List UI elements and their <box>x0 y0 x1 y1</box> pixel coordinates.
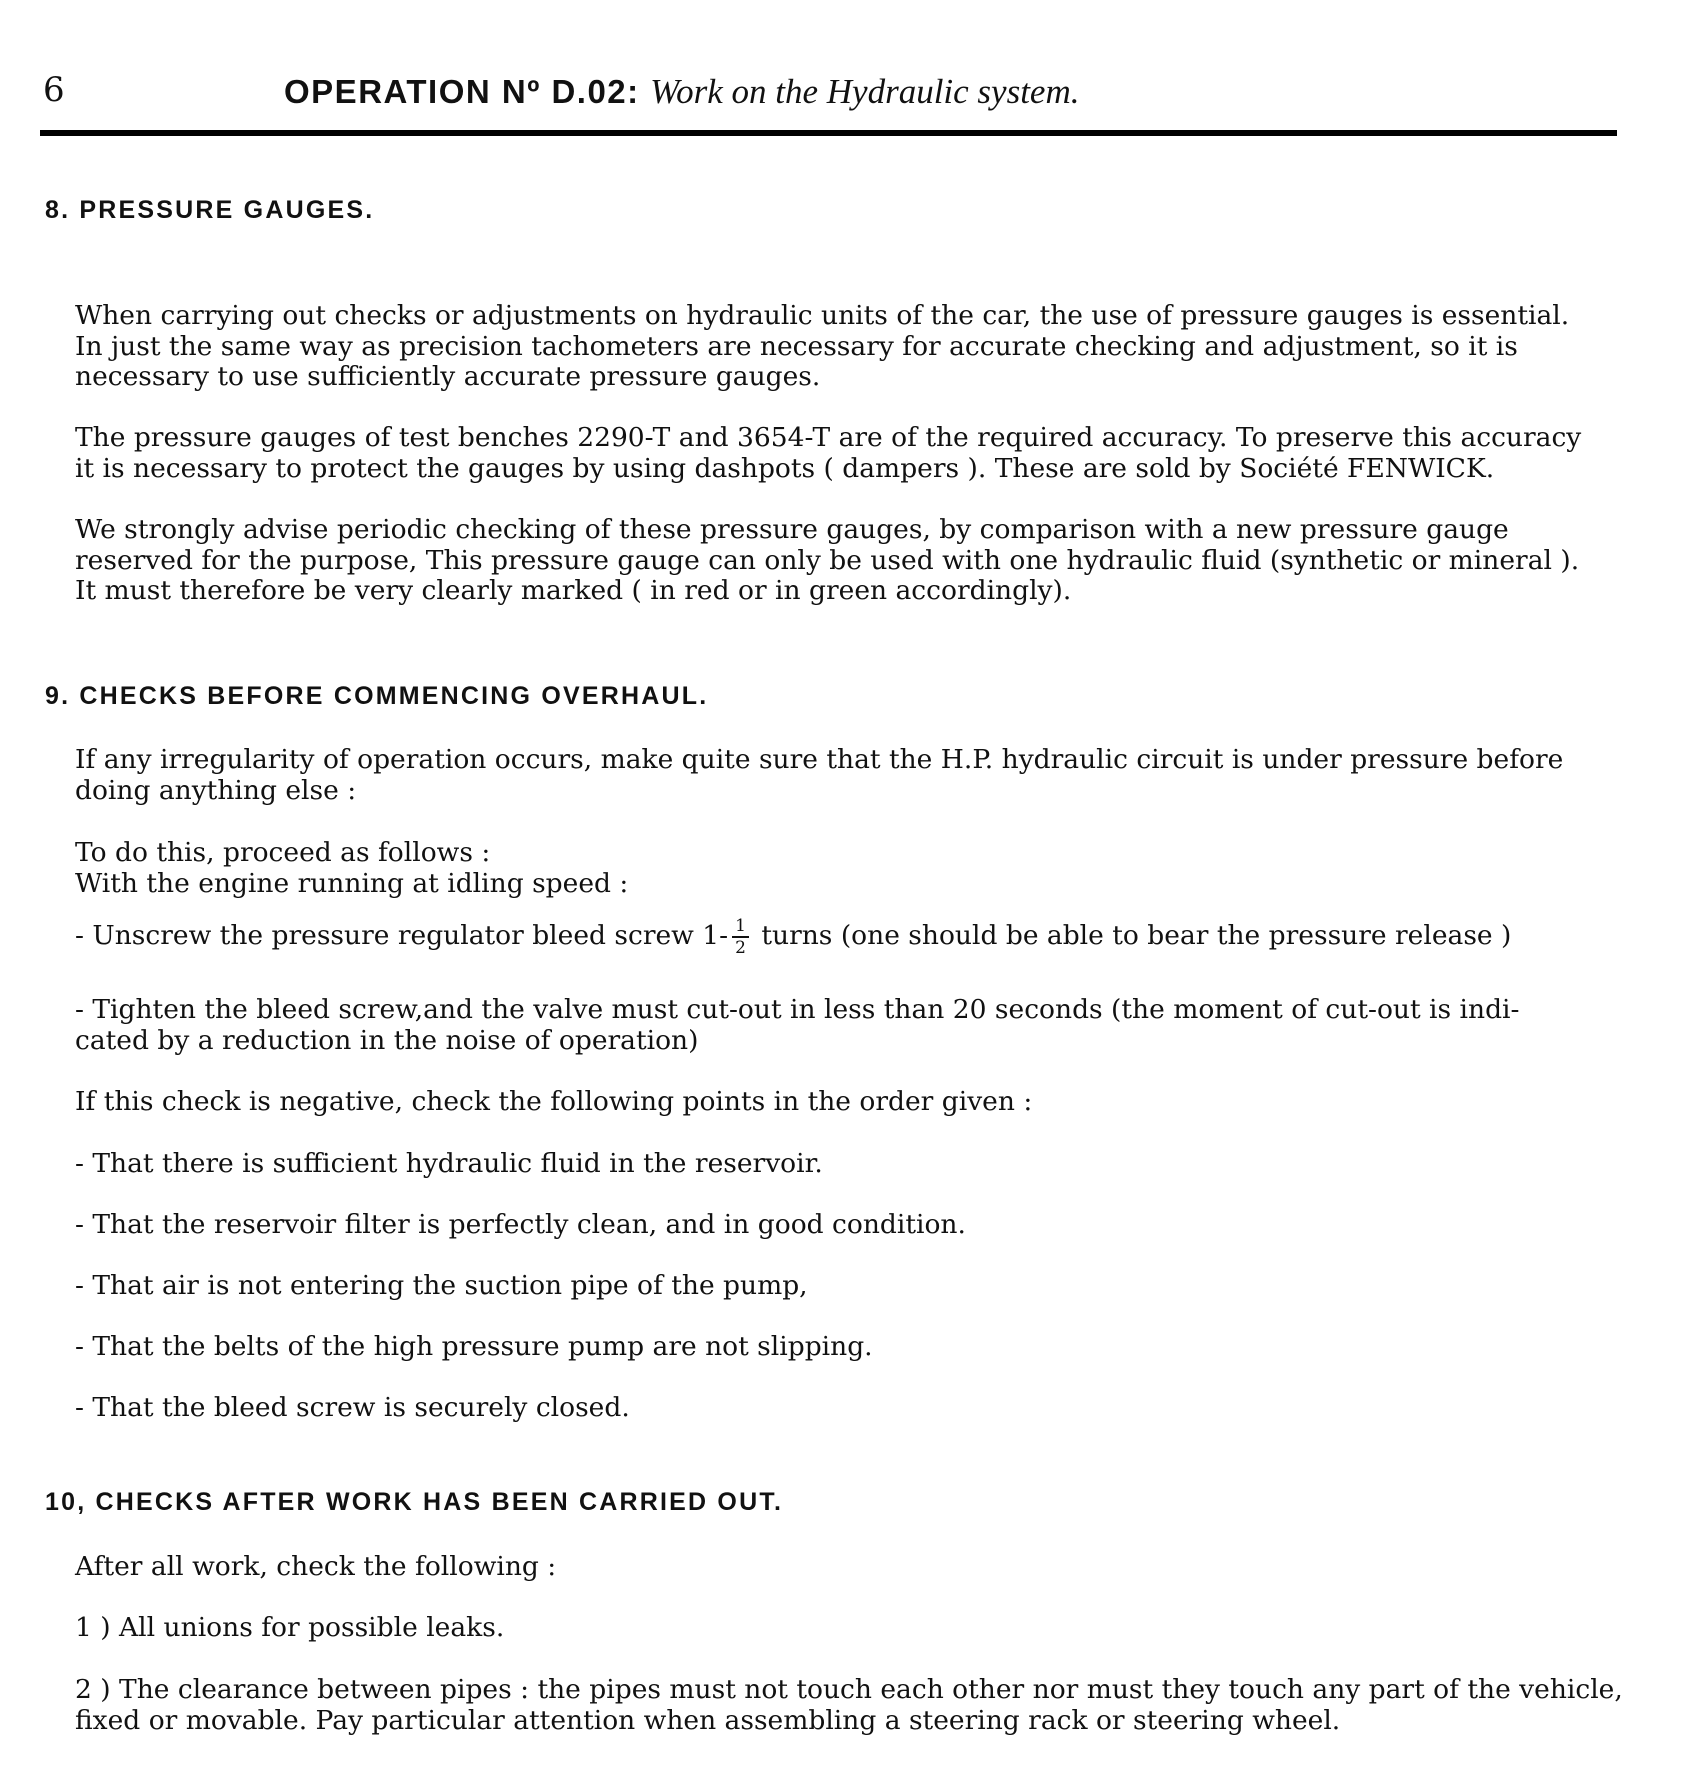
operation-subtitle: Work on the Hydraulic system. <box>650 72 1080 111</box>
paragraph: When carrying out checks or adjustments on hydraulic units of the car, the use of pressure gauges is essential. In just the same way as precision tachometers are necessary for accurate checking and adjustment, so it is necessary to use sufficiently accurate pressure gauges. <box>75 300 1570 392</box>
header-divider <box>40 130 1617 136</box>
list-item: - That there is sufficient hydraulic fluid in the reservoir. <box>75 1148 823 1179</box>
section-title-checks-before-overhaul: 9. CHECKS BEFORE COMMENCING OVERHAUL. <box>45 682 709 710</box>
list-item: - That the belts of the high pressure pump are not slipping. <box>75 1331 873 1362</box>
list-item <box>75 916 1675 958</box>
operation-number: OPERATION Nº D.02: <box>284 73 640 110</box>
paragraph: We strongly advise periodic checking of these pressure gauges, by comparison with a new pressure gauge reserved for the purpose, This pressure gauge can only be used with one hydraulic fluid (synthetic or mineral ). It must therefore be very clearly marked ( in red or in green accordingly). <box>75 514 1580 606</box>
paragraph: If this check is negative, check the following points in the order given : <box>75 1086 1033 1117</box>
paragraph: The pressure gauges of test benches 2290-T and 3654-T are of the required accuracy. To preserve this accuracy it is necessary to protect the gauges by using dashpots ( dampers ). These are sold by Société FENWICK. <box>75 422 1582 484</box>
list-item: - That the bleed screw is securely closed. <box>75 1392 630 1423</box>
list-item: - That the reservoir filter is perfectly clean, and in good condition. <box>75 1209 966 1240</box>
section-title-checks-after-work: 10, CHECKS AFTER WORK HAS BEEN CARRIED OUT. <box>45 1488 784 1516</box>
fraction <box>732 916 749 958</box>
paragraph: To do this, proceed as follows : With the engine running at idling speed : <box>75 837 629 899</box>
fraction-numerator: 1 <box>732 916 749 938</box>
section-title-pressure-gauges: 8. PRESSURE GAUGES. <box>45 196 375 224</box>
paragraph: After all work, check the following : <box>75 1551 557 1582</box>
list-item: - That air is not entering the suction pipe of the pump, <box>75 1270 808 1301</box>
list-item: - Tighten the bleed screw,and the valve must cut-out in less than 20 seconds (the moment of cut-out is indi- cated by a reduction in the noise of operation) <box>75 994 1520 1056</box>
list-item: 1 ) All unions for possible leaks. <box>75 1612 505 1643</box>
list-item: 2 ) The clearance between pipes : the pipes must not touch each other nor must they touch any part of the vehicle, fixed or movable. Pay particular attention when assembling a steering rack or steering wheel. <box>75 1674 1623 1736</box>
page-title <box>284 72 1080 112</box>
paragraph: If any irregularity of operation occurs, make quite sure that the H.P. hydraulic circuit is under pressure before doing anything else : <box>75 744 1564 806</box>
page-number: 6 <box>43 70 65 110</box>
fraction-denominator: 2 <box>735 938 746 958</box>
step-text: turns (one should be able to bear the pressure release ) <box>752 920 1512 951</box>
step-text: - Unscrew the pressure regulator bleed screw 1- <box>75 920 729 951</box>
